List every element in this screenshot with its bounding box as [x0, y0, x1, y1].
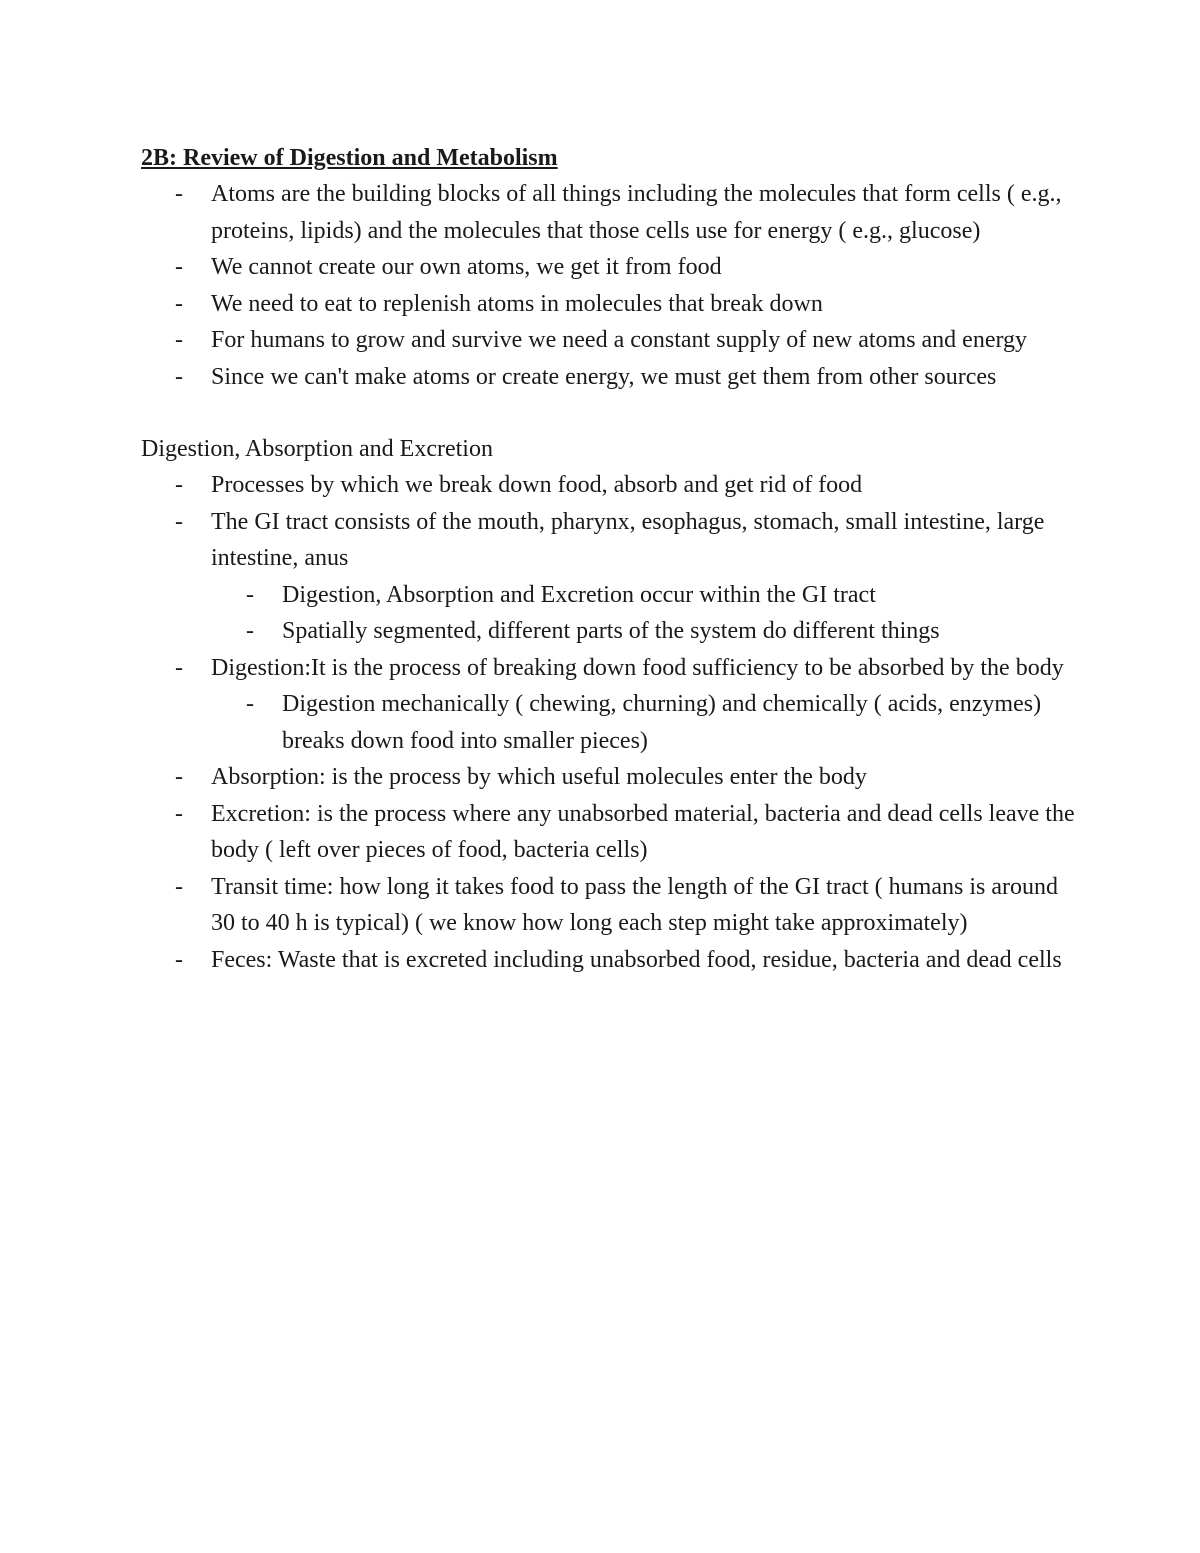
- section-heading: Digestion, Absorption and Excretion: [141, 436, 493, 462]
- list-item: - Excretion: is the process where any unabsorbed material, bacteria and dead cells leave the body ( left over pieces of food, bacteria cells): [141, 796, 1081, 869]
- list-item: - For humans to grow and survive we need a constant supply of new atoms and energy: [141, 322, 1081, 359]
- sub-list-item: - Digestion mechanically ( chewing, churning) and chemically ( acids, enzymes) breaks down food into smaller pieces): [141, 686, 1081, 759]
- list-item: - Atoms are the building blocks of all things including the molecules that form cells ( e.g., proteins, lipids) and the molecules that those cells use for energy ( e.g., glucose): [141, 176, 1081, 249]
- list-item: - Digestion:It is the process of breaking down food sufficiency to be absorbed by the body: [141, 650, 1081, 687]
- section-list: [141, 650, 1081, 687]
- list-item: - Transit time: how long it takes food to pass the length of the GI tract ( humans is around 30 to 40 h is typical) ( we know how long each step might take approximately): [141, 869, 1081, 942]
- list-item: - We cannot create our own atoms, we get it from food: [141, 249, 1081, 286]
- list-item: - Processes by which we break down food, absorb and get rid of food: [141, 467, 1081, 504]
- list-item: - Since we can't make atoms or create energy, we must get them from other sources: [141, 359, 1081, 396]
- sub-list-item: - Spatially segmented, different parts of the system do different things: [141, 613, 1081, 650]
- list-item: - We need to eat to replenish atoms in molecules that break down: [141, 286, 1081, 323]
- document-content: [141, 140, 1081, 978]
- digestion-section: [141, 431, 1081, 978]
- sub-list-item: - Digestion, Absorption and Excretion occur within the GI tract: [141, 577, 1081, 614]
- list-item: - Feces: Waste that is excreted including unabsorbed food, residue, bacteria and dead cells: [141, 942, 1081, 979]
- document-title: 2B: Review of Digestion and Metabolism: [141, 145, 558, 171]
- intro-list: [141, 176, 1081, 395]
- gi-tract-sublist: [141, 577, 1081, 650]
- section-list: [141, 759, 1081, 978]
- digestion-sublist: [141, 686, 1081, 759]
- section-list: [141, 467, 1081, 577]
- list-item: - Absorption: is the process by which useful molecules enter the body: [141, 759, 1081, 796]
- list-item: - The GI tract consists of the mouth, pharynx, esophagus, stomach, small intestine, large intestine, anus: [141, 504, 1081, 577]
